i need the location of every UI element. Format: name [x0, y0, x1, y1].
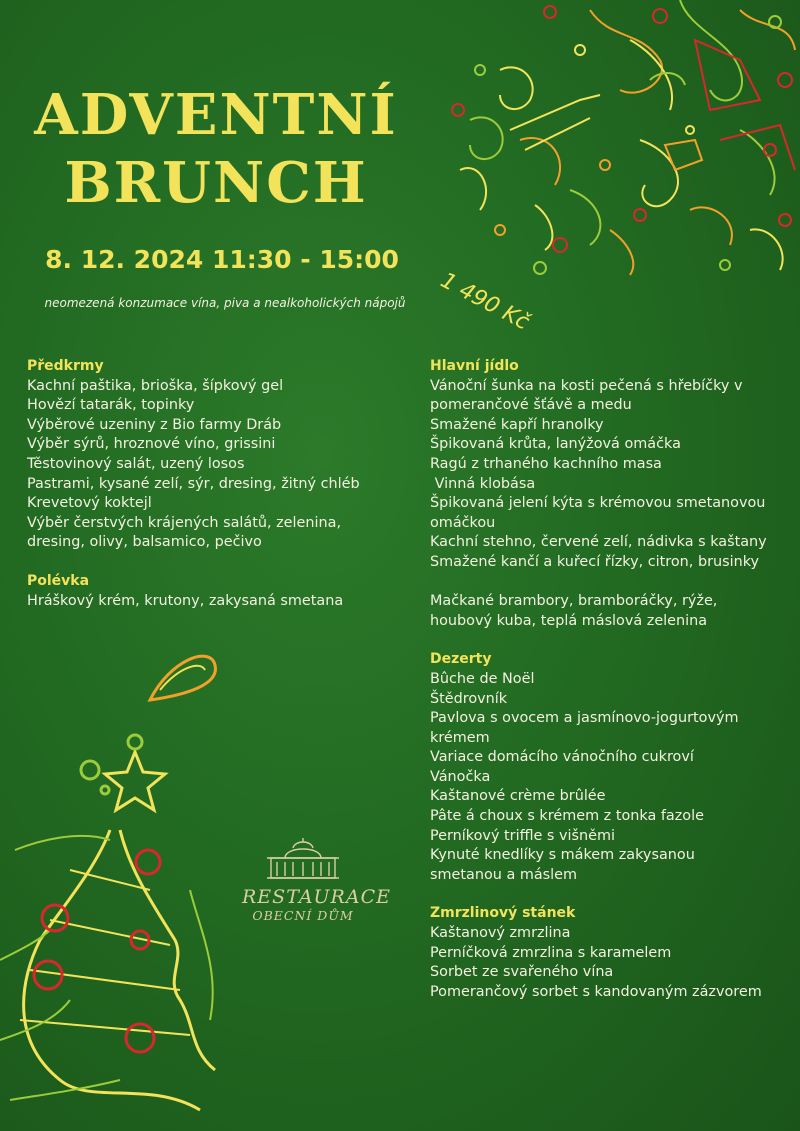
menu-item: Pâte á choux s krémem z tonka fazole [430, 808, 704, 825]
menu-item: Kachní paštika, brioška, šípkový gel [27, 377, 284, 394]
event-date: 8. 12. 2024 11:30 - 15:00 [45, 245, 399, 274]
logo-name: RESTAURACE [242, 886, 391, 908]
menu-left-column [27, 357, 407, 630]
menu-item: Variace domácího vánočního cukroví [430, 749, 694, 766]
menu-item: Smažené kapří hranolky [430, 416, 604, 433]
menu-item: Pavlova s ovocem a jasmínovo-jogurtovým [430, 710, 739, 727]
menu-item: Výběr čerstvých krájených salátů, zelenina, [27, 514, 342, 531]
menu-item: Hráškový krém, krutony, zakysaná smetana [27, 592, 344, 609]
menu-item: omáčkou [430, 514, 496, 531]
menu-item: Kaštanový zmrzlina [430, 925, 571, 942]
section-title: Dezerty [430, 651, 492, 668]
section-title: Polévka [27, 572, 90, 589]
section-dezerty [430, 650, 790, 885]
menu-item: Výběr sýrů, hroznové víno, grissini [27, 436, 276, 453]
menu-right-column [430, 357, 790, 1021]
menu-item: Pomerančový sorbet s kandovaným zázvorem [430, 983, 762, 1000]
menu-item: Krevetový koktejl [27, 495, 152, 512]
section-hlavni-jidlo [430, 357, 790, 631]
building-icon [263, 836, 343, 880]
menu-item: Sorbet ze svařeného vína [430, 964, 614, 981]
menu-item: dresing, olivy, balsamico, pečivo [27, 534, 262, 551]
spacer [430, 573, 790, 593]
menu-item: houbový kuba, teplá máslová zelenina [430, 612, 708, 629]
menu-item: Výběrové uzeniny z Bio farmy Dráb [27, 416, 282, 433]
section-title: Zmrzlinový stánek [430, 905, 576, 922]
price-label: 1 490 Kč [436, 268, 534, 336]
menu-item: Špikovaná krůta, lanýžová omáčka [430, 436, 681, 453]
menu-item: Smažené kančí a kuřecí řízky, citron, brusinky [430, 553, 760, 570]
menu-item: Špikovaná jelení kýta s krémovou smetanovou [430, 495, 766, 512]
menu-item: Vinná klobása [430, 475, 536, 492]
menu-item: Mačkané brambory, bramboráčky, rýže, [430, 593, 718, 610]
title-line-2: BRUNCH [64, 150, 368, 216]
section-polevka [27, 572, 407, 611]
menu-item: Kachní stehno, červené zelí, nádivka s kaštany [430, 534, 767, 551]
menu-item: pomerančové šťávě a medu [430, 397, 632, 414]
menu-item: smetanou a máslem [430, 866, 578, 883]
section-predkrmy [27, 357, 407, 553]
menu-item: Pastrami, kysané zelí, sýr, dresing, žitný chléb [27, 475, 360, 492]
menu-item: Bûche de Noël [430, 670, 535, 687]
menu-item: Kynuté knedlíky s mákem zakysanou [430, 847, 695, 864]
menu-item: Hovězí tatarák, topinky [27, 397, 195, 414]
menu-item: Vánoční šunka na kosti pečená s hřebíčky v [430, 377, 743, 394]
menu-item: Těstovinový salát, uzený losos [27, 455, 245, 472]
menu-item: Štědrovník [430, 690, 508, 707]
menu-item: krémem [430, 729, 490, 746]
menu-item: Ragú z trhaného kachního masa [430, 455, 662, 472]
logo-subtitle: OBECNÍ DŮM [252, 908, 354, 923]
menu-item: Kaštanové crème brûlée [430, 788, 606, 805]
christmas-tree-icon [0, 640, 240, 1131]
title-line-1: ADVENTNÍ [34, 82, 398, 148]
menu-item: Perníkový triffle s višněmi [430, 827, 616, 844]
section-title: Hlavní jídlo [430, 358, 519, 374]
menu-item: Vánočka [430, 768, 491, 785]
section-zmrzlinovy-stanek [430, 904, 790, 1002]
menu-item: Perníčková zmrzlina s karamelem [430, 944, 672, 961]
drinks-note: neomezená konzumace vína, piva a nealkoholických nápojů [44, 296, 406, 310]
section-title: Předkrmy [27, 358, 104, 374]
festive-ornament-decoration-icon [440, 0, 800, 290]
restaurant-logo [242, 836, 391, 923]
